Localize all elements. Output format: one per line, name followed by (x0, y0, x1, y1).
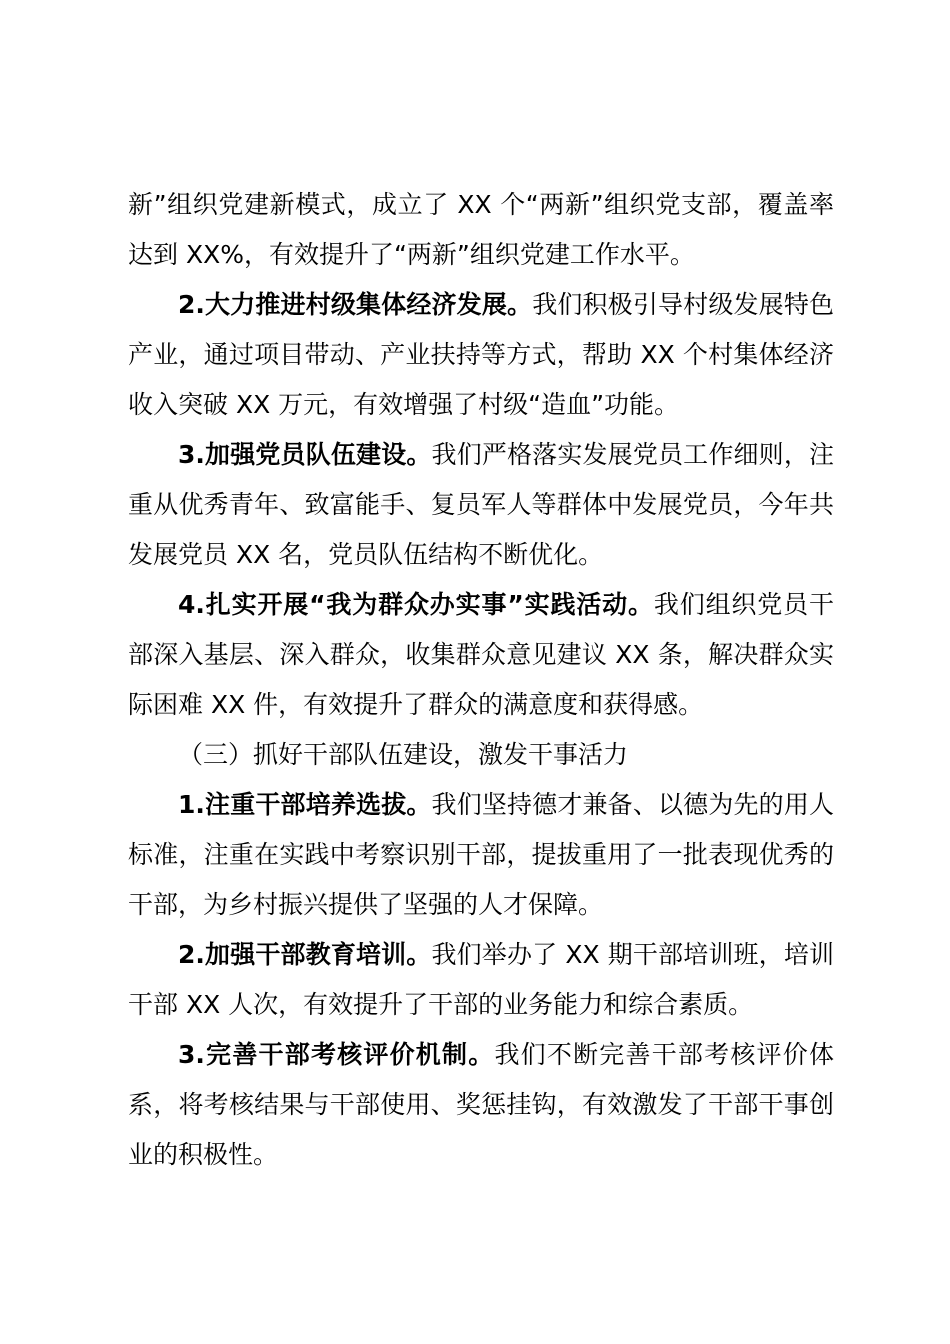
paragraph-cadre-training (128, 930, 834, 1030)
paragraph-heading: 2.加强干部教育培训。 (178, 940, 432, 969)
paragraph-village-economy (128, 280, 834, 430)
paragraph-cadre-selection (128, 780, 834, 930)
paragraph-party-members (128, 430, 834, 580)
paragraph-text: 我们坚持德才兼备、以德为先的用人标准，注重在实践中考察识别干部，提拔重用了一批表现优秀的干部，为乡村振兴提供了坚强的人才保障。 (128, 790, 834, 919)
paragraph-heading: 3.完善干部考核评价机制。 (178, 1040, 495, 1069)
paragraph-cadre-evaluation (128, 1030, 834, 1180)
section-heading (128, 730, 834, 780)
paragraph-heading: 2.大力推进村级集体经济发展。 (178, 290, 533, 319)
paragraph-heading: 4.扎实开展“我为群众办实事”实践活动。 (178, 590, 654, 619)
paragraph-heading: 3.加强党员队伍建设。 (178, 440, 432, 469)
paragraph-text: 我们不断完善干部考核评价体系，将考核结果与干部使用、奖惩挂钩，有效激发了干部干事创业的积极性。 (128, 1040, 834, 1169)
paragraph-heading: 1.注重干部培养选拔。 (178, 790, 432, 819)
paragraph-text: 我们积极引导村级发展特色产业，通过项目带动、产业扶持等方式，帮助 XX 个村集体经济收入突破 XX 万元，有效增强了村级“造血”功能。 (128, 290, 834, 419)
paragraph-continuation (128, 180, 834, 280)
paragraph-text: 我们严格落实发展党员工作细则，注重从优秀青年、致富能手、复员军人等群体中发展党员，今年共发展党员 XX 名，党员队伍结构不断优化。 (128, 440, 834, 569)
paragraph-text: 我们举办了 XX 期干部培训班，培训干部 XX 人次，有效提升了干部的业务能力和综合素质。 (128, 940, 834, 1019)
document-body (128, 180, 834, 1180)
paragraph-practice-activity (128, 580, 834, 730)
section-title: （三）抓好干部队伍建设，激发干事活力 (178, 740, 629, 769)
paragraph-text: 新”组织党建新模式，成立了 XX 个“两新”组织党支部，覆盖率达到 XX%，有效提升了“两新”组织党建工作水平。 (128, 190, 834, 269)
paragraph-text: 我们组织党员干部深入基层、深入群众，收集群众意见建议 XX 条，解决群众实际困难 XX 件，有效提升了群众的满意度和获得感。 (128, 590, 834, 719)
